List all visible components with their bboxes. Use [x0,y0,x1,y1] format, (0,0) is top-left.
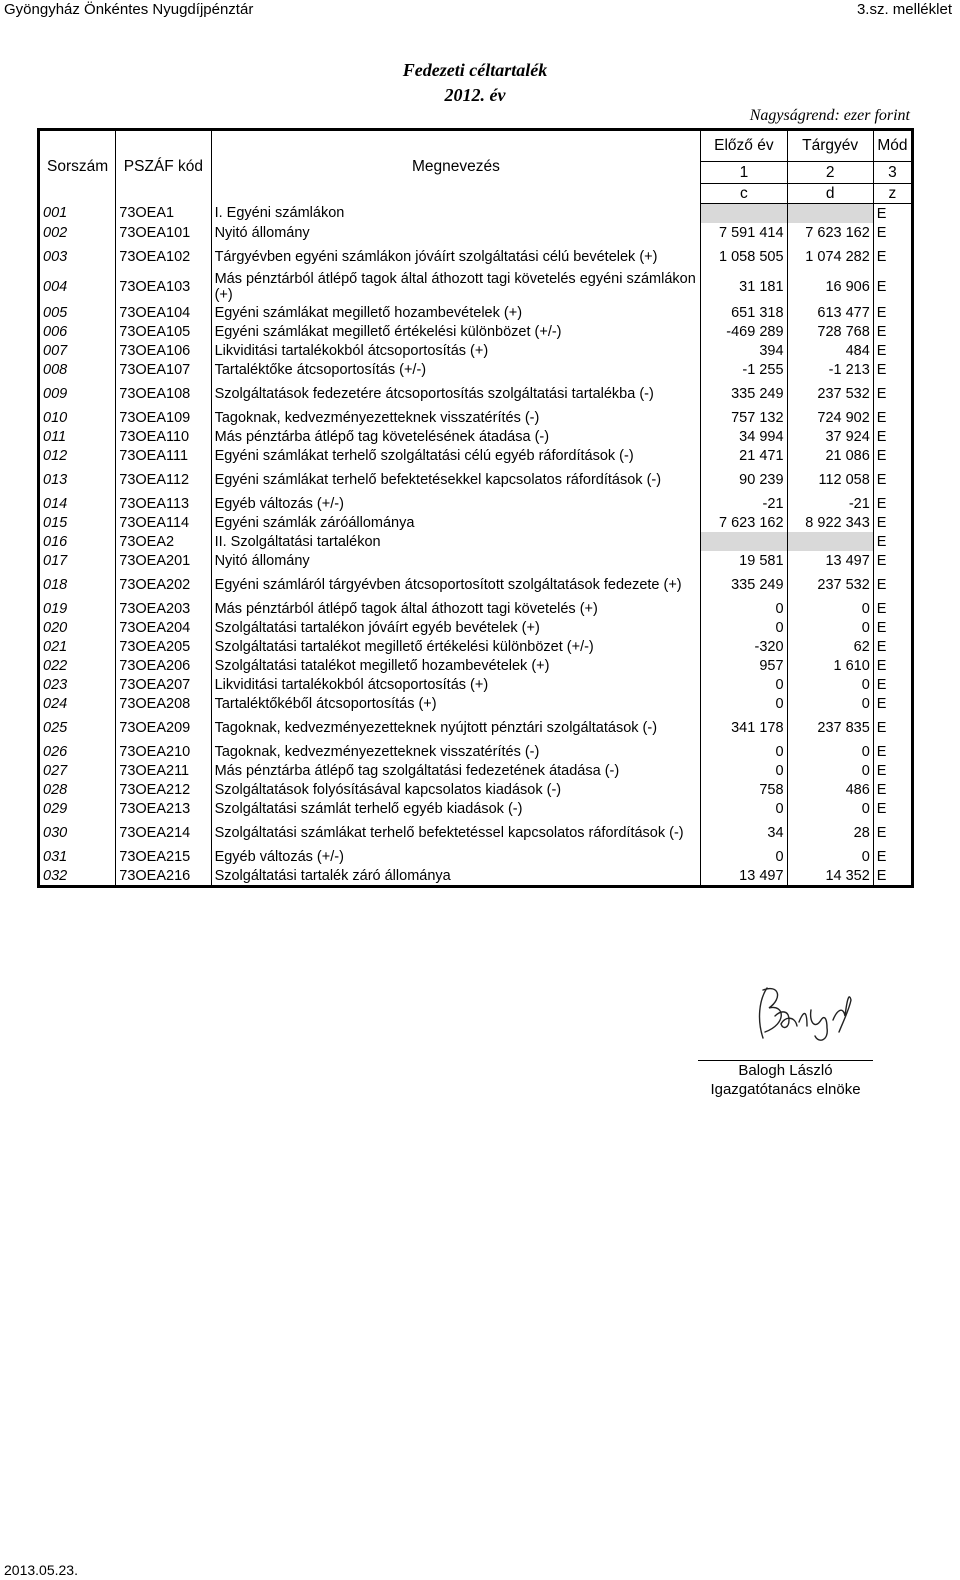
row-mode: E [876,657,887,674]
row-code: 73OEA208 [116,694,211,713]
row-curr-value: 1 074 282 [787,242,873,271]
signatory-role: Igazgatótanács elnöke [710,1081,861,1098]
row-code: 73OEA114 [116,513,211,532]
table-row [39,427,913,446]
row-curr-value: 0 [787,799,873,818]
col-header-sorszam: Sorszám [39,130,116,204]
row-number: 027 [39,761,116,780]
col-number-1: 1 [701,162,787,184]
row-name: Nyitó állomány [211,223,701,242]
row-curr-value: 728 768 [787,322,873,341]
row-prev-value: 0 [701,742,787,761]
table-row [39,761,913,780]
row-number: 001 [39,204,116,224]
table-row [39,204,913,224]
row-code: 73OEA2 [116,532,211,551]
row-prev-value: 0 [701,599,787,618]
row-mode: E [876,762,887,779]
row-code: 73OEA102 [116,242,211,271]
row-name: Tartaléktőke átcsoportosítás (+/-) [211,360,701,379]
table-row [39,223,913,242]
row-curr-value: 21 086 [787,446,873,465]
row-mode: E [876,824,887,841]
table-row [39,656,913,675]
row-name: Szolgáltatások folyósításával kapcsolatos kiadások (-) [211,780,701,799]
table-row [39,618,913,637]
row-curr-value: 62 [787,637,873,656]
row-prev-value: 758 [701,780,787,799]
row-name: Szolgáltatások fedezetére átcsoportosítás szolgáltatási tartalékba (-) [211,379,701,408]
table-row [39,847,913,866]
unit-note: Nagyságrend: ezer forint [749,107,910,124]
row-code: 73OEA203 [116,599,211,618]
row-name: Szolgáltatási tartalékot megillető értékelési különbözet (+/-) [211,637,701,656]
row-prev-value: 0 [701,761,787,780]
table-row [39,379,913,408]
row-mode: E [876,719,887,736]
row-number: 026 [39,742,116,761]
row-curr-value: 1 610 [787,656,873,675]
row-mode: E [876,533,887,550]
col-header-elozo: Előző év [701,130,787,162]
row-mode: E [876,676,887,693]
table-row [39,513,913,532]
row-curr-value: 0 [787,675,873,694]
row-mode: E [876,514,887,531]
col-letter-z: z [873,184,912,204]
row-code: 73OEA103 [116,271,211,303]
row-code: 73OEA216 [116,866,211,887]
row-name: Nyitó állomány [211,551,701,570]
row-number: 030 [39,818,116,847]
row-curr-value: 8 922 343 [787,513,873,532]
row-curr-value: 16 906 [787,271,873,303]
row-code: 73OEA202 [116,570,211,599]
row-curr-value: 724 902 [787,408,873,427]
row-prev-value: 13 497 [701,866,787,887]
row-number: 029 [39,799,116,818]
row-curr-value: 0 [787,618,873,637]
col-letter-d: d [787,184,873,204]
row-name: Szolgáltatási tartalékon jóváírt egyéb bevételek (+) [211,618,701,637]
row-name: Likviditási tartalékokból átcsoportosítás (+) [211,341,701,360]
row-mode: E [876,781,887,798]
reserve-table [37,128,914,888]
row-name: Tagoknak, kedvezményezetteknek nyújtott pénztári szolgáltatások (-) [211,713,701,742]
table-row [39,570,913,599]
col-letter-c: c [701,184,787,204]
row-prev-value: 31 181 [701,271,787,303]
table-row [39,713,913,742]
row-curr-value: 37 924 [787,427,873,446]
row-mode: E [876,800,887,817]
row-curr-value: 613 477 [787,303,873,322]
row-code: 73OEA110 [116,427,211,446]
row-prev-value: 0 [701,618,787,637]
row-mode: E [876,576,887,593]
row-name: Tagoknak, kedvezményezetteknek visszatérítés (-) [211,408,701,427]
row-mode: E [876,471,887,488]
row-mode: E [876,695,887,712]
row-mode: E [876,619,887,636]
row-curr-value: 0 [787,847,873,866]
table-body [39,204,913,887]
row-prev-value: -469 289 [701,322,787,341]
row-code: 73OEA108 [116,379,211,408]
row-prev-value: 0 [701,694,787,713]
table-row [39,742,913,761]
row-mode: E [876,323,887,340]
row-code: 73OEA112 [116,465,211,494]
row-curr-value: 0 [787,694,873,713]
row-number: 003 [39,242,116,271]
table-row [39,360,913,379]
row-curr-value [787,532,873,551]
row-code: 73OEA213 [116,799,211,818]
row-name: II. Szolgáltatási tartalékon [211,532,701,551]
row-mode: E [876,224,887,241]
table-row [39,599,913,618]
row-name: Egyéni számlákat terhelő befektetésekkel kapcsolatos ráfordítások (-) [211,465,701,494]
row-name: Más pénztárból átlépő tagok által áthozott tagi követelés (+) [211,599,701,618]
row-number: 028 [39,780,116,799]
row-prev-value: 34 994 [701,427,787,446]
row-number: 025 [39,713,116,742]
row-prev-value: 19 581 [701,551,787,570]
table-row [39,780,913,799]
document-year: 2012. év [444,85,506,105]
row-mode: E [876,342,887,359]
row-name: Tartaléktőkéből átcsoportosítás (+) [211,694,701,713]
row-number: 019 [39,599,116,618]
row-mode: E [876,428,887,445]
row-name: Egyéb változás (+/-) [211,494,701,513]
row-mode: E [876,385,887,402]
table-row [39,242,913,271]
table-row [39,694,913,713]
row-code: 73OEA104 [116,303,211,322]
row-number: 004 [39,271,116,303]
row-prev-value: 957 [701,656,787,675]
row-number: 024 [39,694,116,713]
table-row [39,551,913,570]
row-prev-value: 335 249 [701,570,787,599]
row-number: 018 [39,570,116,599]
row-mode: E [876,205,887,222]
row-number: 017 [39,551,116,570]
row-curr-value: 0 [787,742,873,761]
row-number: 002 [39,223,116,242]
row-curr-value: 14 352 [787,866,873,887]
col-header-targy: Tárgyév [787,130,873,162]
fund-name: Gyöngyház Önkéntes Nyugdíjpénztár [4,1,254,18]
row-code: 73OEA101 [116,223,211,242]
row-prev-value: 335 249 [701,379,787,408]
row-curr-value: 28 [787,818,873,847]
table-row [39,637,913,656]
table-row [39,408,913,427]
table-row [39,271,913,303]
row-name: Más pénztárból átlépő tagok által áthozott tagi követelés egyéni számlákon (+) [211,271,701,303]
row-curr-value: 7 623 162 [787,223,873,242]
row-number: 023 [39,675,116,694]
row-code: 73OEA204 [116,618,211,637]
row-name: Egyéni számlák záróállománya [211,513,701,532]
row-mode: E [876,361,887,378]
row-prev-value: 21 471 [701,446,787,465]
row-number: 010 [39,408,116,427]
row-prev-value: -1 255 [701,360,787,379]
table-row [39,446,913,465]
row-prev-value: -21 [701,494,787,513]
col-header-megnevezes: Megnevezés [211,130,701,204]
table-row [39,866,913,887]
row-mode: E [876,867,887,884]
row-prev-value: 0 [701,799,787,818]
row-code: 73OEA211 [116,761,211,780]
row-curr-value: 237 835 [787,713,873,742]
document-title: Fedezeti céltartalék [402,60,548,80]
row-name: Szolgáltatási tatalékot megillető hozambevételek (+) [211,656,701,675]
row-code: 73OEA207 [116,675,211,694]
row-curr-value: 0 [787,761,873,780]
table-row [39,675,913,694]
row-number: 022 [39,656,116,675]
row-prev-value [701,532,787,551]
row-code: 73OEA201 [116,551,211,570]
row-name: Más pénztárba átlépő tag szolgáltatási fedezetének átadása (-) [211,761,701,780]
row-prev-value: 7 591 414 [701,223,787,242]
row-prev-value [701,204,787,224]
row-number: 016 [39,532,116,551]
row-mode: E [876,279,887,295]
row-code: 73OEA1 [116,204,211,224]
row-number: 007 [39,341,116,360]
row-name: Tagoknak, kedvezményezetteknek visszatérítés (-) [211,742,701,761]
row-name: Más pénztárba átlépő tag követelésének átadása (-) [211,427,701,446]
row-mode: E [876,447,887,464]
row-number: 008 [39,360,116,379]
signatory-name: Balogh László [738,1062,833,1079]
row-curr-value: 484 [787,341,873,360]
table-row [39,532,913,551]
appendix-label: 3.sz. melléklet [856,1,952,18]
row-number: 032 [39,866,116,887]
row-code: 73OEA106 [116,341,211,360]
row-name: Egyéni számlákat megillető hozambevételek (+) [211,303,701,322]
row-curr-value: 112 058 [787,465,873,494]
col-header-pszaf: PSZÁF kód [116,130,211,204]
row-code: 73OEA210 [116,742,211,761]
row-number: 021 [39,637,116,656]
row-prev-value: 34 [701,818,787,847]
signature-line [698,1060,873,1061]
col-number-3: 3 [873,162,912,184]
row-mode: E [876,638,887,655]
row-code: 73OEA206 [116,656,211,675]
row-mode: E [876,248,887,265]
col-header-mod: Mód [873,130,912,162]
row-number: 005 [39,303,116,322]
row-code: 73OEA205 [116,637,211,656]
row-code: 73OEA214 [116,818,211,847]
row-mode: E [876,552,887,569]
row-name: I. Egyéni számlákon [211,204,701,224]
table-row [39,341,913,360]
row-name: Egyéni számláról tárgyévben átcsoportosított szolgáltatások fedezete (+) [211,570,701,599]
row-code: 73OEA111 [116,446,211,465]
row-prev-value: 1 058 505 [701,242,787,271]
row-number: 014 [39,494,116,513]
row-mode: E [876,409,887,426]
row-name: Egyéni számlákat megillető értékelési különbözet (+/-) [211,322,701,341]
row-number: 009 [39,379,116,408]
row-name: Egyéb változás (+/-) [211,847,701,866]
col-number-2: 2 [787,162,873,184]
row-prev-value: 341 178 [701,713,787,742]
row-mode: E [876,848,887,865]
row-prev-value: 651 318 [701,303,787,322]
row-number: 012 [39,446,116,465]
row-code: 73OEA209 [116,713,211,742]
row-number: 006 [39,322,116,341]
row-number: 020 [39,618,116,637]
row-name: Tárgyévben egyéni számlákon jóváírt szolgáltatási célú bevételek (+) [211,242,701,271]
row-name: Szolgáltatási számlákat terhelő befektetéssel kapcsolatos ráfordítások (-) [211,818,701,847]
row-mode: E [876,600,887,617]
row-name: Egyéni számlákat terhelő szolgáltatási célú egyéb ráfordítások (-) [211,446,701,465]
row-number: 015 [39,513,116,532]
row-curr-value: 237 532 [787,570,873,599]
row-number: 011 [39,427,116,446]
row-curr-value [787,204,873,224]
row-prev-value: 394 [701,341,787,360]
row-mode: E [876,495,887,512]
row-number: 031 [39,847,116,866]
row-prev-value: 0 [701,847,787,866]
row-prev-value: 757 132 [701,408,787,427]
row-curr-value: 13 497 [787,551,873,570]
row-curr-value: 486 [787,780,873,799]
row-name: Szolgáltatási számlát terhelő egyéb kiadások (-) [211,799,701,818]
row-curr-value: 237 532 [787,379,873,408]
table-row [39,799,913,818]
row-prev-value: 7 623 162 [701,513,787,532]
row-prev-value: 90 239 [701,465,787,494]
table-row [39,494,913,513]
table-row [39,465,913,494]
row-code: 73OEA215 [116,847,211,866]
row-name: Szolgáltatási tartalék záró állománya [211,866,701,887]
row-name: Likviditási tartalékokból átcsoportosítás (+) [211,675,701,694]
row-mode: E [876,304,887,321]
document-date: 2013.05.23. [4,1562,78,1578]
row-prev-value: 0 [701,675,787,694]
row-curr-value: -1 213 [787,360,873,379]
row-number: 013 [39,465,116,494]
row-curr-value: -21 [787,494,873,513]
row-code: 73OEA212 [116,780,211,799]
row-code: 73OEA107 [116,360,211,379]
table-row [39,322,913,341]
table-row [39,818,913,847]
row-prev-value: -320 [701,637,787,656]
row-code: 73OEA105 [116,322,211,341]
row-mode: E [876,743,887,760]
table-row [39,303,913,322]
signature-mark [745,980,865,1050]
row-code: 73OEA109 [116,408,211,427]
row-curr-value: 0 [787,599,873,618]
row-code: 73OEA113 [116,494,211,513]
